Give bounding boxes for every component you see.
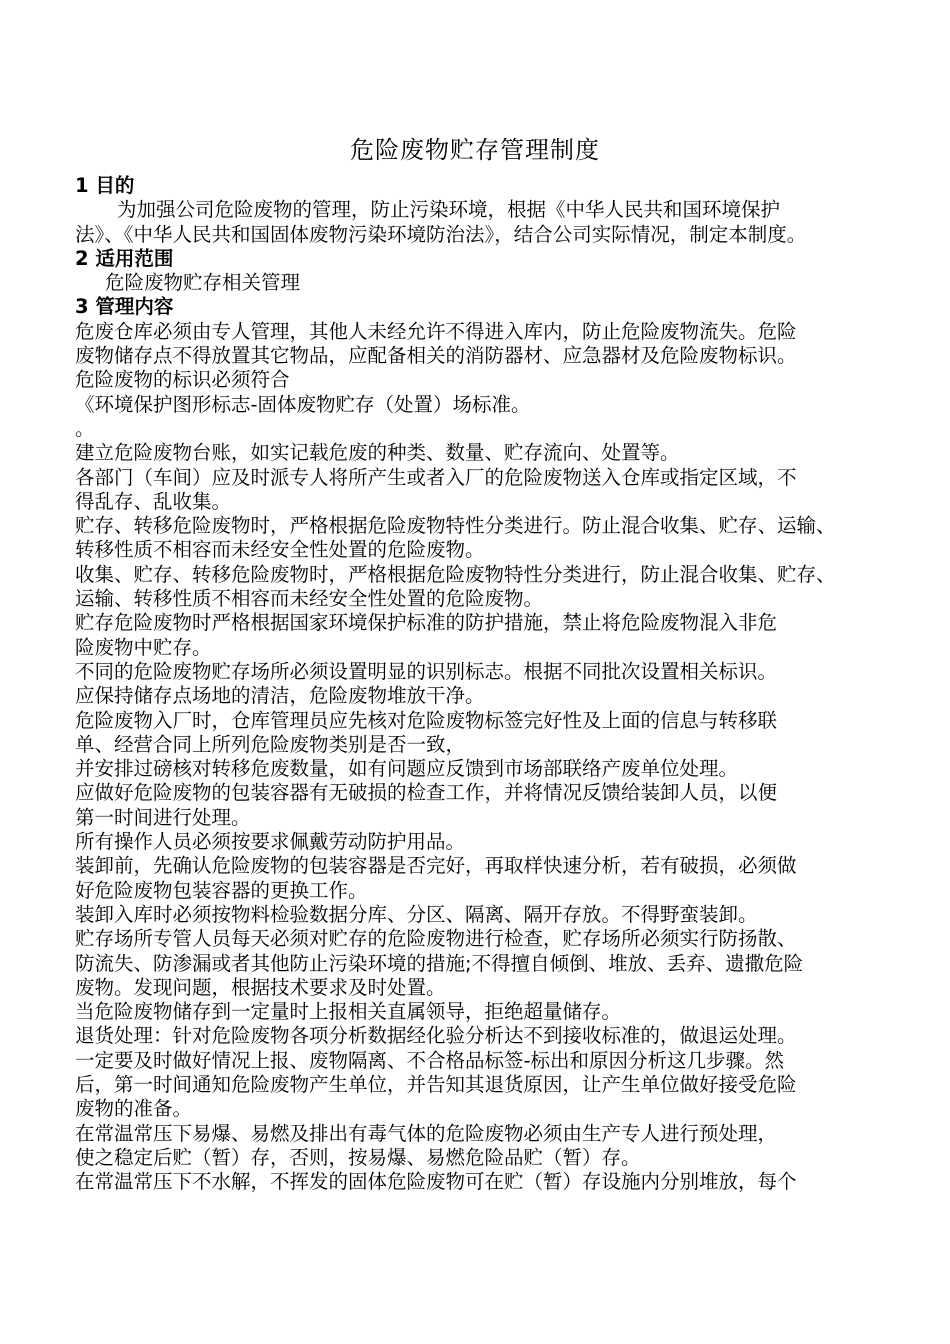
paragraph-line: 第一时间进行处理。 (75, 805, 251, 829)
paragraph-line: 贮存场所专管人员每天必须对贮存的危险废物进行检查，贮存场所必须实行防扬散、 (75, 927, 797, 951)
document-body (75, 174, 895, 1194)
paragraph-line: 防流失、防渗漏或者其他防止污染环境的措施;不得擅自倾倒、堆放、丢弃、遗撒危险 (75, 951, 804, 975)
paragraph-line: 贮存危险废物时严格根据国家环境保护标准的防护措施，禁止将危险废物混入非危 (75, 611, 778, 635)
paragraph-line: 收集、贮存、转移危险废物时，严格根据危险废物特性分类进行，防止混合收集、贮存、 (75, 562, 836, 586)
paragraph-line: 建立危险废物台账，如实记载危废的种类、数量、贮存流向、处置等。 (75, 441, 680, 465)
paragraph-line: 应保持储存点场地的清洁，危险废物堆放干净。 (75, 684, 485, 708)
paragraph-line: 在常温常压下易爆、易燃及排出有毒气体的危险废物必须由生产专人进行预处理， (75, 1121, 778, 1145)
paragraph-line: 得乱存、乱收集。 (75, 489, 232, 513)
paragraph-line: 好危险废物包装容器的更换工作。 (75, 878, 368, 902)
paragraph-line: 单、经营合同上所列危险废物类别是否一致， (75, 732, 466, 756)
paragraph-line: 法》、《中华人民共和国固体废物污染环境防治法》，结合公司实际情况，制定本制度。 (75, 222, 807, 246)
paragraph-line: 退货处理：针对危险废物各项分析数据经化验分析达不到接收标准的，做退运处理。 (75, 1024, 797, 1048)
paragraph-line: 。 (75, 416, 95, 440)
paragraph-line: 废物。发现问题，根据技术要求及时处置。 (75, 975, 446, 999)
paragraph-line: 《环境保护图形标志-固体废物贮存（处置）场标准。 (75, 392, 531, 416)
section-heading-purpose: 1 目的 (75, 174, 135, 197)
paragraph-line: 险废物中贮存。 (75, 635, 212, 659)
paragraph-line: 使之稳定后贮（暂）存，否则，按易爆、易燃危险品贮（暂）存。 (75, 1145, 641, 1169)
paragraph-line: 贮存、转移危险废物时，严格根据危险废物特性分类进行。防止混合收集、贮存、运输、 (75, 514, 836, 538)
paragraph-line: 运输、转移性质不相容而未经安全性处置的危险废物。 (75, 587, 544, 611)
paragraph-line: 危险废物的标识必须符合 (75, 368, 290, 392)
paragraph-line: 当危险废物储存到一定量时上报相关直属领导，拒绝超量储存。 (75, 1000, 622, 1024)
paragraph-line: 危险废物入厂时，仓库管理员应先核对危险废物标签完好性及上面的信息与转移联 (75, 708, 778, 732)
paragraph-line: 危险废物贮存相关管理 (105, 271, 301, 295)
paragraph-line: 并安排过磅核对转移危废数量，如有问题应反馈到市场部联络产废单位处理。 (75, 757, 739, 781)
section-heading-scope: 2 适用范围 (75, 246, 174, 270)
paragraph-line: 各部门（车间）应及时派专人将所产生或者入厂的危险废物送入仓库或指定区域，不 (75, 465, 797, 489)
paragraph-line: 一定要及时做好情况上报、废物隔离、不合格品标签-标出和原因分析这几步骤。然 (75, 1048, 785, 1072)
paragraph-line: 废物储存点不得放置其它物品，应配备相关的消防器材、应急器材及危险废物标识。 (75, 344, 797, 368)
paragraph-line: 装卸入库时必须按物料检验数据分库、分区、隔离、隔开存放。不得野蛮装卸。 (75, 902, 758, 926)
paragraph-line: 所有操作人员必须按要求佩戴劳动防护用品。 (75, 830, 466, 854)
paragraph-line: 转移性质不相容而未经安全性处置的危险废物。 (75, 538, 485, 562)
paragraph-line: 危废仓库必须由专人管理，其他人未经允许不得进入库内，防止危险废物流失。危险 (75, 319, 797, 343)
document-title: 危险废物贮存管理制度 (350, 136, 600, 164)
paragraph-line: 应做好危险废物的包装容器有无破损的检查工作，并将情况反馈给装卸人员，以便 (75, 781, 778, 805)
section-heading-management: 3 管理内容 (75, 295, 174, 319)
paragraph-line: 装卸前，先确认危险废物的包装容器是否完好，再取样快速分析，若有破损，必须做 (75, 854, 797, 878)
paragraph-line: 不同的危险废物贮存场所必须设置明显的识别标志。根据不同批次设置相关标识。 (75, 659, 778, 683)
paragraph-line: 在常温常压下不水解，不挥发的固体危险废物可在贮（暂）存设施内分别堆放，每个 (75, 1170, 797, 1194)
paragraph-line: 后，第一时间通知危险废物产生单位，并告知其退货原因，让产生单位做好接受危险 (75, 1072, 797, 1096)
paragraph-line: 为加强公司危险废物的管理，防止污染环境，根据《中华人民共和国环境保护 (117, 198, 781, 222)
paragraph-line: 废物的准备。 (75, 1097, 193, 1121)
